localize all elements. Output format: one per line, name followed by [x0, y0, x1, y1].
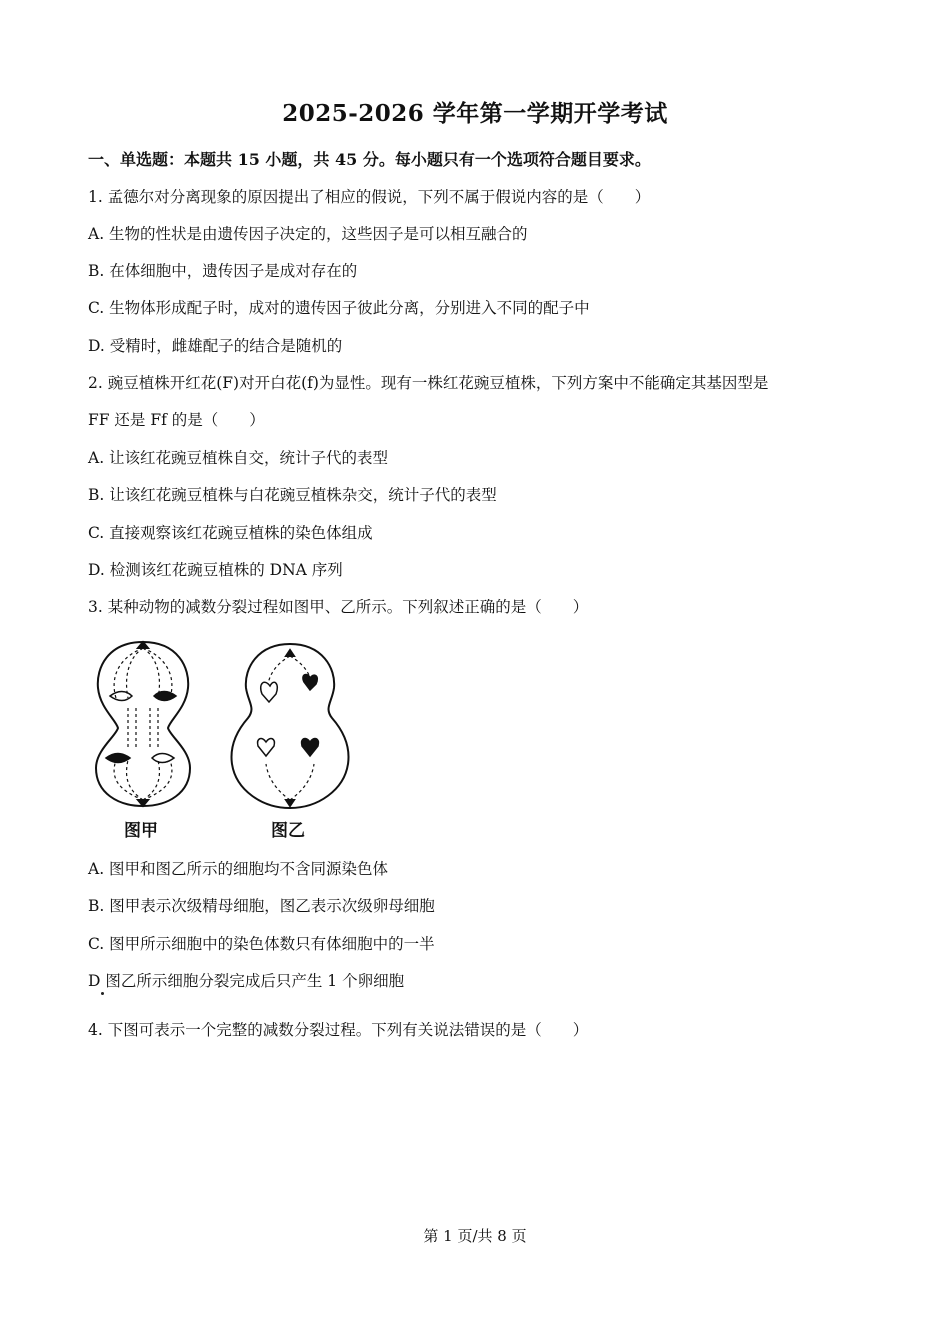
q3-stem: 3. 某种动物的减数分裂过程如图甲、乙所示。下列叙述正确的是（ ）	[88, 598, 589, 616]
q4-stem: 4. 下图可表示一个完整的减数分裂过程。下列有关说法错误的是（ ）	[88, 1021, 589, 1039]
exam-title: 2025-2026 学年第一学期开学考试	[282, 100, 668, 127]
q3-option-b: B. 图甲表示次级精母细胞，图乙表示次级卵母细胞	[88, 897, 435, 915]
stray-dot	[101, 992, 104, 995]
section-heading: 一、单选题：本题共 15 小题，共 45 分。每小题只有一个选项符合题目要求。	[88, 150, 651, 169]
q3-option-c: C. 图甲所示细胞中的染色体数只有体细胞中的一半	[88, 935, 435, 953]
page-footer: 第 1 页/共 8 页	[423, 1227, 527, 1245]
q3-option-d: D 图乙所示细胞分裂完成后只产生 1 个卵细胞	[88, 972, 405, 990]
cell-diagram-b	[232, 644, 349, 808]
meiosis-figure	[88, 638, 378, 843]
figure-b-label: 图乙	[271, 821, 305, 841]
q1-stem: 1. 孟德尔对分离现象的原因提出了相应的假说，下列不属于假说内容的是（ ）	[88, 188, 651, 206]
q2-option-a: A. 让该红花豌豆植株自交，统计子代的表型	[88, 449, 389, 467]
cell-diagram-a	[96, 642, 190, 806]
q1-option-d: D. 受精时，雌雄配子的结合是随机的	[88, 337, 343, 355]
q2-stem-line2: FF 还是 Ff 的是（ ）	[88, 411, 265, 429]
q2-option-c: C. 直接观察该红花豌豆植株的染色体组成	[88, 524, 373, 542]
q3-option-a: A. 图甲和图乙所示的细胞均不含同源染色体	[88, 860, 389, 878]
q1-option-b: B. 在体细胞中，遗传因子是成对存在的	[88, 262, 358, 280]
q1-option-a: A. 生物的性状是由遗传因子决定的，这些因子是可以相互融合的	[88, 225, 528, 243]
figure-a-label: 图甲	[124, 821, 158, 841]
q2-option-d: D. 检测该红花豌豆植株的 DNA 序列	[88, 561, 343, 579]
q2-stem-line1: 2. 豌豆植株开红花(F)对开白花(f)为显性。现有一株红花豌豆植株，下列方案中不能确定其基因型是	[88, 374, 769, 392]
q2-option-b: B. 让该红花豌豆植株与白花豌豆植株杂交，统计子代的表型	[88, 486, 497, 504]
q1-option-c: C. 生物体形成配子时，成对的遗传因子彼此分离，分别进入不同的配子中	[88, 299, 590, 317]
